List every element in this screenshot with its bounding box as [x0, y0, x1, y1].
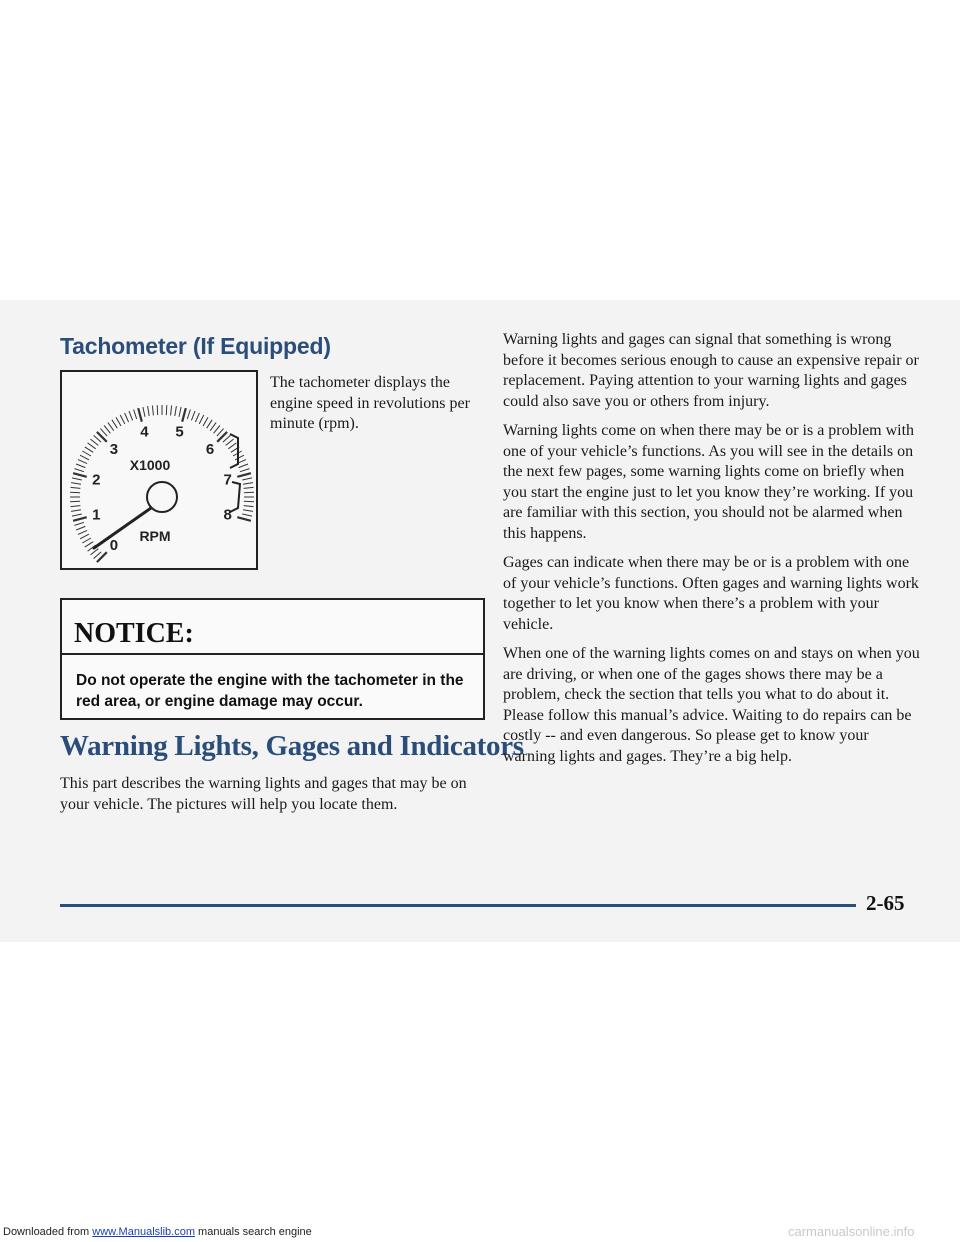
minor-tick [152, 406, 153, 416]
minor-tick [80, 534, 89, 539]
minor-tick [85, 447, 93, 452]
dial-numeral: 5 [175, 423, 184, 441]
minor-tick [78, 460, 87, 464]
minor-tick [239, 464, 248, 468]
page-number: 2-65 [866, 891, 905, 915]
minor-tick [235, 455, 244, 460]
minor-tick [207, 420, 212, 428]
minor-tick [195, 413, 199, 422]
dial-numeral: 6 [205, 440, 215, 458]
minor-tick [214, 426, 220, 434]
dial-numeral: 0 [109, 537, 119, 555]
minor-tick [171, 406, 172, 416]
minor-tick [76, 526, 85, 530]
footer-rule [60, 904, 856, 907]
minor-tick [242, 478, 252, 480]
manualslib-link[interactable]: www.Manualslib.com [92, 1226, 195, 1238]
tachometer-heading: Tachometer (If Equipped) [60, 333, 331, 359]
minor-tick [116, 417, 121, 426]
notice-divider [62, 653, 483, 655]
section-intro: This part describes the warning lights and gages that may be on your vehicle. The pictures will help you locate them. [60, 775, 467, 813]
minor-tick [108, 423, 114, 431]
dial-numeral: 7 [223, 471, 232, 489]
minor-tick [191, 411, 195, 420]
minor-tick [91, 439, 99, 445]
minor-tick [71, 506, 81, 507]
minor-tick [243, 510, 253, 512]
minor-tick [242, 514, 252, 516]
minor-tick [71, 483, 81, 485]
redline-bracket [230, 434, 238, 468]
minor-tick [78, 530, 87, 534]
minor-tick [88, 443, 96, 449]
minor-tick [129, 411, 133, 420]
minor-tick [166, 405, 167, 415]
download-suffix: manuals search engine [194, 1226, 312, 1238]
minor-tick [112, 420, 117, 428]
minor-tick [134, 410, 137, 420]
major-tick [237, 473, 251, 477]
minor-tick [75, 522, 85, 525]
minor-tick [210, 423, 216, 431]
minor-tick [240, 469, 250, 472]
watermark: carmanualsonline.info [788, 1224, 915, 1239]
minor-tick [148, 406, 150, 416]
minor-tick [175, 406, 177, 416]
minor-tick [226, 439, 234, 445]
download-source-line [3, 1226, 312, 1238]
dial-numeral: 8 [223, 506, 232, 524]
minor-tick [76, 464, 85, 468]
major-tick [237, 517, 251, 521]
minor-tick [91, 549, 99, 555]
minor-tick [143, 407, 145, 417]
major-tick [73, 473, 87, 477]
minor-tick [228, 443, 236, 449]
minor-tick [82, 538, 91, 543]
minor-tick [80, 455, 89, 460]
minor-tick [71, 510, 81, 512]
download-prefix: Downloaded from [3, 1226, 93, 1238]
minor-tick [70, 501, 80, 502]
tachometer-gauge-svg [62, 372, 256, 568]
minor-tick [71, 487, 81, 488]
tachometer-description: The tachometer displays the engine speed in revolutions per minute (rpm). [270, 374, 470, 432]
minor-tick [72, 514, 82, 516]
right-column [503, 330, 923, 776]
paragraph: Warning lights come on when there may be or is a problem with one of your vehicle’s functions. As you will see in the details on the next few pages, some warning lights come on briefly when you start the engine just to let you know they’re working. If you are familiar with this section, you should not be alarmed when this happens. [503, 422, 915, 542]
major-tick [73, 517, 87, 521]
minor-tick [82, 451, 91, 456]
dial-numeral: 3 [109, 440, 119, 458]
rpm-label: RPM [139, 528, 171, 544]
notice-body: Do not operate the engine with the tachometer in the red area, or engine damage may occur. [76, 672, 464, 710]
minor-tick [125, 413, 129, 422]
paragraph: When one of the warning lights comes on and stays on when you are driving, or when one of the gages shows there may be a problem, check the section that tells you what to do about it. Please follow this manual’s advice. Waiting to do repairs can be costly -- and even dangerous. So please get to know your warning lights and gages. They’re a big help. [503, 645, 920, 765]
paragraph: Gages can indicate when there may be or is a problem with one of your vehicle’s functions. Often gages and warning lights work together to let you know when there’s a problem with your vehicle. [503, 554, 919, 633]
minor-tick [70, 492, 80, 493]
minor-tick [72, 478, 82, 480]
minor-tick [244, 501, 254, 502]
minor-tick [243, 483, 253, 485]
section-title: Warning Lights, Gages and Indicators [60, 730, 524, 762]
minor-tick [104, 426, 110, 434]
minor-tick [157, 405, 158, 415]
minor-tick [187, 410, 190, 420]
dial-numeral: 2 [92, 471, 101, 489]
tachometer-illustration [60, 370, 258, 570]
minor-tick [75, 469, 85, 472]
multiplier-label: X1000 [129, 457, 171, 473]
major-tick [138, 408, 142, 422]
notice-box [60, 598, 485, 720]
paragraph: Warning lights and gages can signal that something is wrong before it becomes serious enough to cause an expensive repair or replacement. Paying attention to your warning lights and gages could also save you or others from injury. [503, 331, 919, 410]
major-tick [182, 408, 186, 422]
dial-numeral: 1 [92, 506, 101, 524]
minor-tick [244, 487, 254, 488]
minor-tick [244, 492, 254, 493]
minor-tick [199, 415, 204, 424]
minor-tick [85, 542, 93, 547]
notice-title: NOTICE: [74, 618, 194, 649]
minor-tick [244, 506, 254, 507]
minor-tick [120, 415, 125, 424]
minor-tick [179, 407, 181, 417]
dial-numeral: 4 [140, 423, 149, 441]
minor-tick [203, 417, 208, 426]
